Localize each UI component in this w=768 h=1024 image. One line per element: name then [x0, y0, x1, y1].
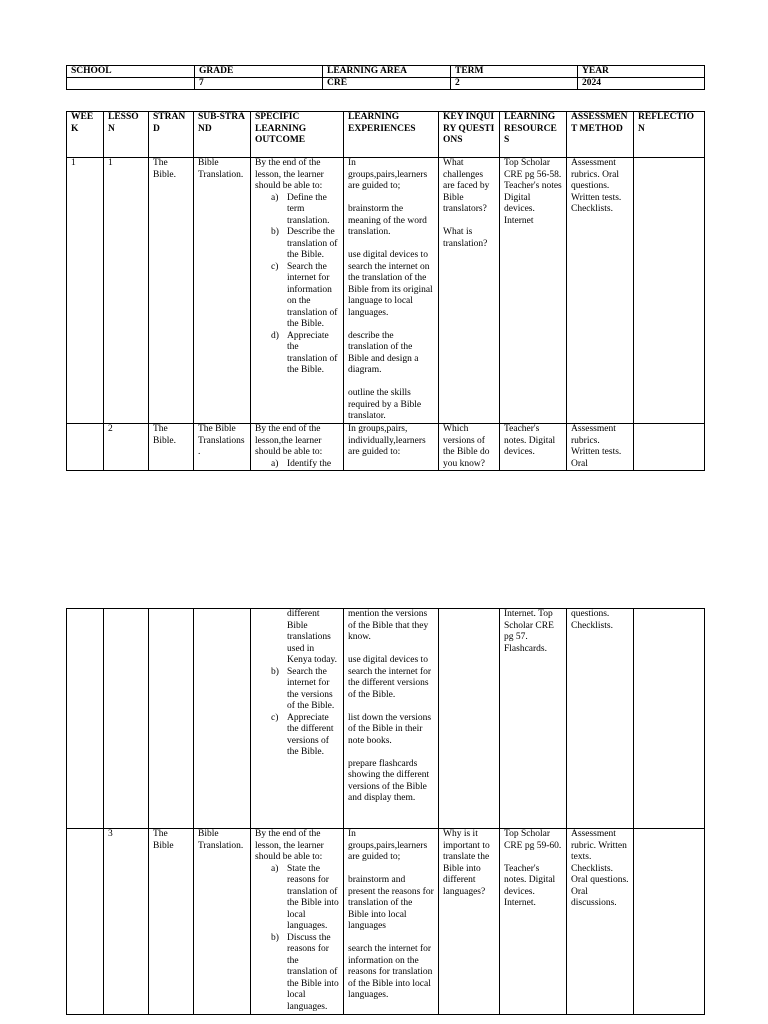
resources-cell: Top Scholar CRE pg 56-58. Teacher's notes Digital devices. Internet	[500, 158, 567, 424]
outcome-list	[255, 193, 339, 377]
experience-item: brainstorm the meaning of the word translation.	[348, 204, 427, 237]
lesson-cell: 3	[104, 829, 149, 1015]
substrand-cell: Bible Translation.	[194, 158, 251, 424]
week-cell	[67, 829, 104, 1015]
resources-cell: Teacher's notes. Digital devices.	[500, 424, 567, 471]
column-header-experiences: LEARNING EXPERIENCES	[344, 112, 439, 158]
assessment-cell: Assessment rubrics. Oral questions. Written tests. Checklists.	[567, 158, 634, 424]
outcome-text: Appreciate the different versions of the Bible.	[287, 712, 334, 757]
assessment-cell: Assessment rubric. Written texts. Checklists. Oral questions. Oral discussions.	[567, 829, 634, 1015]
experience-item: use digital devices to search the internet for the different versions of the Bible.	[348, 655, 432, 700]
column-header-week: WEEK	[67, 112, 104, 158]
column-header-outcome: SPECIFIC LEARNING OUTCOME	[251, 112, 344, 158]
header-table	[66, 65, 705, 90]
column-header-lesson: LESSON	[104, 112, 149, 158]
header-value-term: 2	[451, 78, 578, 90]
question-item: What challenges are faced by Bible translators?	[443, 158, 490, 214]
header-value-school	[67, 78, 195, 90]
strand-cell: The Bible.	[149, 158, 194, 424]
substrand-cell: Bible Translation.	[194, 829, 251, 1015]
outcome-intro: By the end of the lesson,the learner should be able to:	[255, 424, 323, 457]
lesson-cell: 1	[104, 158, 149, 424]
reflection-cell	[634, 609, 705, 829]
outcome-list	[255, 609, 339, 759]
outcome-item	[255, 933, 339, 1014]
assessment-cell: Assessment rubrics. Written tests. Oral	[567, 424, 634, 471]
lesson-cell: 2	[104, 424, 149, 471]
strand-cell: The Bible.	[149, 424, 194, 471]
column-header-strand: STRAND	[149, 112, 194, 158]
outcome-letter: a)	[271, 863, 279, 874]
experiences-cell: In groups,pairs, individually,learners are guided to:	[344, 424, 439, 471]
column-header-assessment: ASSESSMENT METHOD	[567, 112, 634, 158]
resources-cell: Internet. Top Scholar CRE pg 57. Flashcards.	[500, 609, 567, 829]
experience-item: describe the translation of the Bible and design a diagram.	[348, 330, 419, 375]
outcome-item	[255, 713, 339, 759]
header-labels-row	[67, 66, 705, 78]
experience-item: In groups,pairs,learners are guided to;	[348, 158, 428, 191]
experience-item: search the internet for information on the reasons for translation of the Bible into local languages.	[348, 944, 433, 1000]
outcome-cell	[251, 424, 344, 471]
outcome-letter: a)	[271, 458, 279, 469]
outcome-item	[255, 331, 339, 377]
outcome-item	[255, 262, 339, 331]
outcome-item	[255, 459, 339, 471]
header-value-grade: 7	[195, 78, 323, 90]
outcome-cell	[251, 829, 344, 1015]
column-header-reflection: REFLECTION	[634, 112, 705, 158]
column-header-substrand: SUB-STRAND	[194, 112, 251, 158]
header-label-learning-area: LEARNING AREA	[323, 66, 451, 78]
column-header-row	[67, 112, 705, 158]
scheme-table-part-2	[66, 608, 705, 1015]
outcome-text: Search the internet for the versions of the Bible.	[287, 666, 335, 711]
outcome-text: Define the term translation.	[287, 192, 330, 226]
header-value-year: 2024	[578, 78, 705, 90]
lesson-cell	[104, 609, 149, 829]
header-label-grade: GRADE	[195, 66, 323, 78]
outcome-text: Search the internet for information on the translation of the Bible.	[287, 261, 338, 329]
table-row	[67, 424, 705, 471]
questions-cell	[439, 158, 500, 424]
outcome-letter: b)	[271, 227, 279, 237]
outcome-item	[255, 227, 339, 262]
experience-item: outline the skills required by a Bible translator.	[348, 388, 422, 421]
outcome-text: Identify the	[287, 458, 332, 469]
header-label-school: SCHOOL	[67, 66, 195, 78]
resources-cell	[500, 829, 567, 1015]
outcome-text: State the reasons for translation of the Bible into local languages.	[287, 863, 339, 931]
experience-item: brainstorm and present the reasons for translation of the Bible into local languages	[348, 875, 434, 931]
experience-item: mention the versions of the Bible that they know.	[348, 609, 429, 642]
week-cell: 1	[67, 158, 104, 424]
outcome-text: Discuss the reasons for the translation of the Bible into local languages.	[287, 932, 339, 1012]
resource-item: Teacher's notes. Digital devices. Internet.	[504, 863, 556, 908]
experience-item: prepare flashcards showing the different versions of the Bible and display them.	[348, 758, 430, 803]
reflection-cell	[634, 829, 705, 1015]
experiences-cell	[344, 158, 439, 424]
outcome-text: Describe the translation of the Bible.	[287, 227, 338, 260]
outcome-item	[255, 667, 339, 713]
outcome-letter: a)	[271, 192, 279, 203]
experience-item: list down the versions of the Bible in their note books.	[348, 712, 432, 746]
outcome-letter: b)	[271, 666, 279, 677]
strand-cell	[149, 609, 194, 829]
outcome-item	[255, 864, 339, 933]
experience-item: use digital devices to search the internet on the translation of the Bible from its original language to local languages.	[348, 250, 433, 318]
experience-item: In groups,pairs,learners are guided to;	[348, 829, 428, 862]
week-cell	[67, 424, 104, 471]
experiences-cell	[344, 829, 439, 1015]
resource-item: Top Scholar CRE pg 59-60.	[504, 829, 562, 851]
outcome-cell	[251, 158, 344, 424]
substrand-cell	[194, 609, 251, 829]
outcome-text: different Bible translations used in Kenya today.	[287, 609, 338, 665]
assessment-cell: questions. Checklists.	[567, 609, 634, 829]
outcome-item	[255, 193, 339, 228]
header-values-row	[67, 78, 705, 90]
outcome-list	[255, 864, 339, 1014]
outcome-text: Appreciate the translation of the Bible.	[287, 330, 338, 375]
questions-cell	[439, 609, 500, 829]
header-value-learning-area: CRE	[323, 78, 451, 90]
table-row	[67, 158, 705, 424]
outcome-letter: c)	[271, 712, 279, 723]
substrand-cell: The Bible Translations.	[194, 424, 251, 471]
outcome-list	[255, 459, 339, 471]
experiences-cell	[344, 609, 439, 829]
strand-cell: The Bible	[149, 829, 194, 1015]
questions-cell: Why is it important to translate the Bible into different languages?	[439, 829, 500, 1015]
outcome-letter: c)	[271, 261, 279, 272]
outcome-item	[255, 609, 339, 667]
questions-cell: Which versions of the Bible do you know?	[439, 424, 500, 471]
table-row	[67, 609, 705, 829]
outcome-letter: b)	[271, 932, 279, 943]
outcome-intro: By the end of the lesson, the learner should be able to:	[255, 829, 324, 862]
outcome-intro: By the end of the lesson, the learner should be able to:	[255, 158, 324, 191]
reflection-cell	[634, 158, 705, 424]
header-label-year: YEAR	[578, 66, 705, 78]
header-label-term: TERM	[451, 66, 578, 78]
table-row	[67, 829, 705, 1015]
scheme-table-part-1	[66, 111, 705, 471]
column-header-resources: LEARNING RESOURCES	[500, 112, 567, 158]
outcome-cell	[251, 609, 344, 829]
outcome-letter: d)	[271, 330, 279, 341]
reflection-cell	[634, 424, 705, 471]
column-header-questions: KEY INQUIRY QUESTIONS	[439, 112, 500, 158]
week-cell	[67, 609, 104, 829]
question-item: What is translation?	[443, 227, 488, 249]
